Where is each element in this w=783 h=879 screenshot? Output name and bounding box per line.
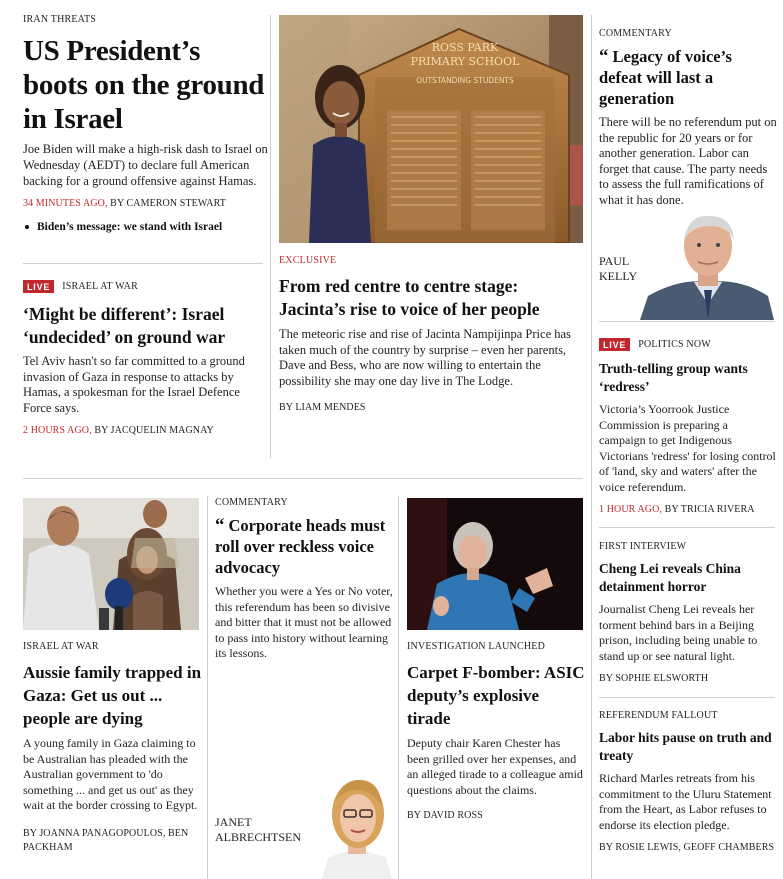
marles-headline[interactable]: Labor hits pause on truth and treaty [599,730,772,763]
column-divider [398,496,399,879]
section-divider [23,478,583,479]
corporate-author[interactable] [215,815,325,845]
war-time: 2 HOURS AGO, [23,425,92,436]
corporate-kicker[interactable]: COMMENTARY [215,497,288,508]
article-divider [599,527,775,528]
lead-related[interactable] [23,221,268,233]
kelly-kicker[interactable]: COMMENTARY [599,28,672,39]
jacinta-photo[interactable] [279,15,583,243]
asic-byline[interactable]: BY DAVID ROSS [407,810,483,821]
gaza-photo[interactable] [23,498,199,630]
marles-story[interactable] [599,710,777,853]
war-story[interactable] [23,280,266,436]
jacinta-summary: The meteoric rise and rise of Jacinta Nampijinpa Price has taken much of the country by surprise – even her parents, Dave and Bess, who are now willing to entertain the possibility she may one day live in The Lodge. [279,327,571,388]
cheng-summary: Journalist Cheng Lei reveals her torment behind bars in a Beijing prison, including being unable to stand up or see natural light. [599,602,758,663]
gaza-byline[interactable]: BY JOANNA PANAGOPOULOS, BEN PACKHAM [23,827,189,853]
corporate-summary: Whether you were a Yes or No voter, this referendum has been so divisive and bitter that it must not be allowed to pass into history without learning its lessons. [215,584,393,660]
jacinta-byline[interactable]: BY LIAM MENDES [279,402,366,413]
cheng-byline[interactable]: BY SOPHIE ELSWORTH [599,673,709,684]
truth-kicker[interactable]: POLITICS NOW [638,339,711,350]
corporate-author-last: ALBRECHTSEN [215,830,302,844]
column-divider [270,15,271,458]
asic-meta [407,810,585,821]
asic-summary: Deputy chair Karen Chester has been grilled over her expenses, and an alleged tirade to a colleague amid questions about the claims. [407,736,583,797]
jacinta-story[interactable] [279,255,583,413]
asic-photo[interactable] [407,498,583,630]
article-divider [599,697,775,698]
board-line1: ROSS PARK [431,41,499,54]
cheng-story[interactable] [599,541,777,684]
war-summary: Tel Aviv hasn't so far committed to a ground invasion of Gaza in response to attacks by Hamas, a spokesman for the Israel Defence Force says. [23,354,245,415]
marles-summary: Richard Marles retreats from his commitment to the Uluru Statement from the Heart, as Labor refuses to endorse its election pledge. [599,771,772,832]
asic-kicker[interactable]: INVESTIGATION LAUNCHED [407,641,545,652]
lead-byline[interactable]: BY CAMERON STEWART [110,198,227,209]
lead-headline[interactable]: US President’s boots on the ground in Israel [23,35,265,135]
kelly-author-first: PAUL [599,254,630,268]
article-divider [23,263,263,264]
asic-story[interactable] [407,641,585,821]
corporate-avatar [320,772,394,879]
kelly-avatar [640,212,774,320]
lead-related-link[interactable]: Biden’s message: we stand with Israel [37,221,223,233]
corporate-headline: Corporate heads must roll over reckless voice advocacy [215,516,386,577]
cheng-kicker[interactable]: FIRST INTERVIEW [599,541,687,552]
truth-byline[interactable]: BY TRICIA RIVERA [664,504,755,515]
war-kicker[interactable]: ISRAEL AT WAR [62,281,138,292]
gaza-summary: A young family in Gaza claiming to be Australian has pleaded with the Australian government to 'do something ... and get us out' as they wait at the border crossing to Egypt. [23,736,198,812]
truth-summary: Victoria’s Yoorrook Justice Commission is preparing a campaign to get Indigenous Victorians 'redress' for losing control of 'land, sky and waters' after the voice referendum. [599,402,776,494]
corporate-story[interactable] [215,497,393,662]
quote-icon: “ [215,515,225,536]
cheng-headline[interactable]: Cheng Lei reveals China detainment horror [599,561,741,594]
truth-story[interactable] [599,338,777,515]
article-divider [599,321,775,322]
corporate-headline-link[interactable] [215,515,393,578]
corporate-author-first: JANET [215,815,252,829]
truth-meta [599,504,777,515]
war-headline[interactable]: ‘Might be different’: Israel ‘undecided’ on ground war [23,304,226,347]
lead-story[interactable] [23,14,268,233]
live-badge: LIVE [23,280,54,293]
war-meta [23,425,266,436]
jacinta-meta [279,402,583,413]
jacinta-headline[interactable]: From red centre to centre stage: Jacinta’s rise to voice of her people [279,276,540,319]
lead-summary: Joe Biden will make a high-risk dash to Israel on Wednesday (AEDT) to declare full American backing for a ground offensive against Hamas. [23,142,268,188]
lead-time: 34 MINUTES AGO, [23,198,108,209]
lead-kicker[interactable]: IRAN THREATS [23,14,97,25]
cheng-meta [599,673,777,684]
gaza-meta [23,827,203,855]
board-line3: OUTSTANDING STUDENTS [416,76,514,85]
quote-icon: “ [599,46,609,67]
kelly-headline-link[interactable] [599,46,777,109]
kelly-headline: Legacy of voice’s defeat will last a generation [599,47,732,108]
live-badge: LIVE [599,338,630,351]
kelly-story[interactable] [599,28,777,208]
gaza-kicker[interactable]: ISRAEL AT WAR [23,641,99,652]
bullet-icon [25,225,29,229]
marles-byline[interactable]: BY ROSIE LEWIS, GEOFF CHAMBERS [599,842,775,853]
marles-meta [599,842,777,853]
truth-headline[interactable]: Truth-telling group wants ‘redress’ [599,361,748,394]
marles-kicker[interactable]: REFERENDUM FALLOUT [599,710,718,721]
jacinta-kicker[interactable]: EXCLUSIVE [279,255,337,266]
truth-time: 1 HOUR AGO, [599,504,663,515]
gaza-headline[interactable]: Aussie family trapped in Gaza: Get us out ... people are dying [23,663,202,728]
kelly-summary: There will be no referendum put on the republic for 20 years or for another generation. Labor can forget that cause. The party needs to assess the full ramifications of what it has done. [599,115,777,207]
gaza-story[interactable] [23,641,203,855]
war-kicker-row [23,280,266,293]
kelly-author-last: KELLY [599,269,638,283]
board-line2: PRIMARY SCHOOL [410,55,520,68]
asic-headline[interactable]: Carpet F-bomber: ASIC deputy’s explosive tirade [407,663,585,728]
column-divider [591,15,592,879]
war-byline[interactable]: BY JACQUELIN MAGNAY [94,425,214,436]
column-divider [207,496,208,879]
truth-kicker-row [599,338,777,351]
lead-meta [23,198,268,209]
